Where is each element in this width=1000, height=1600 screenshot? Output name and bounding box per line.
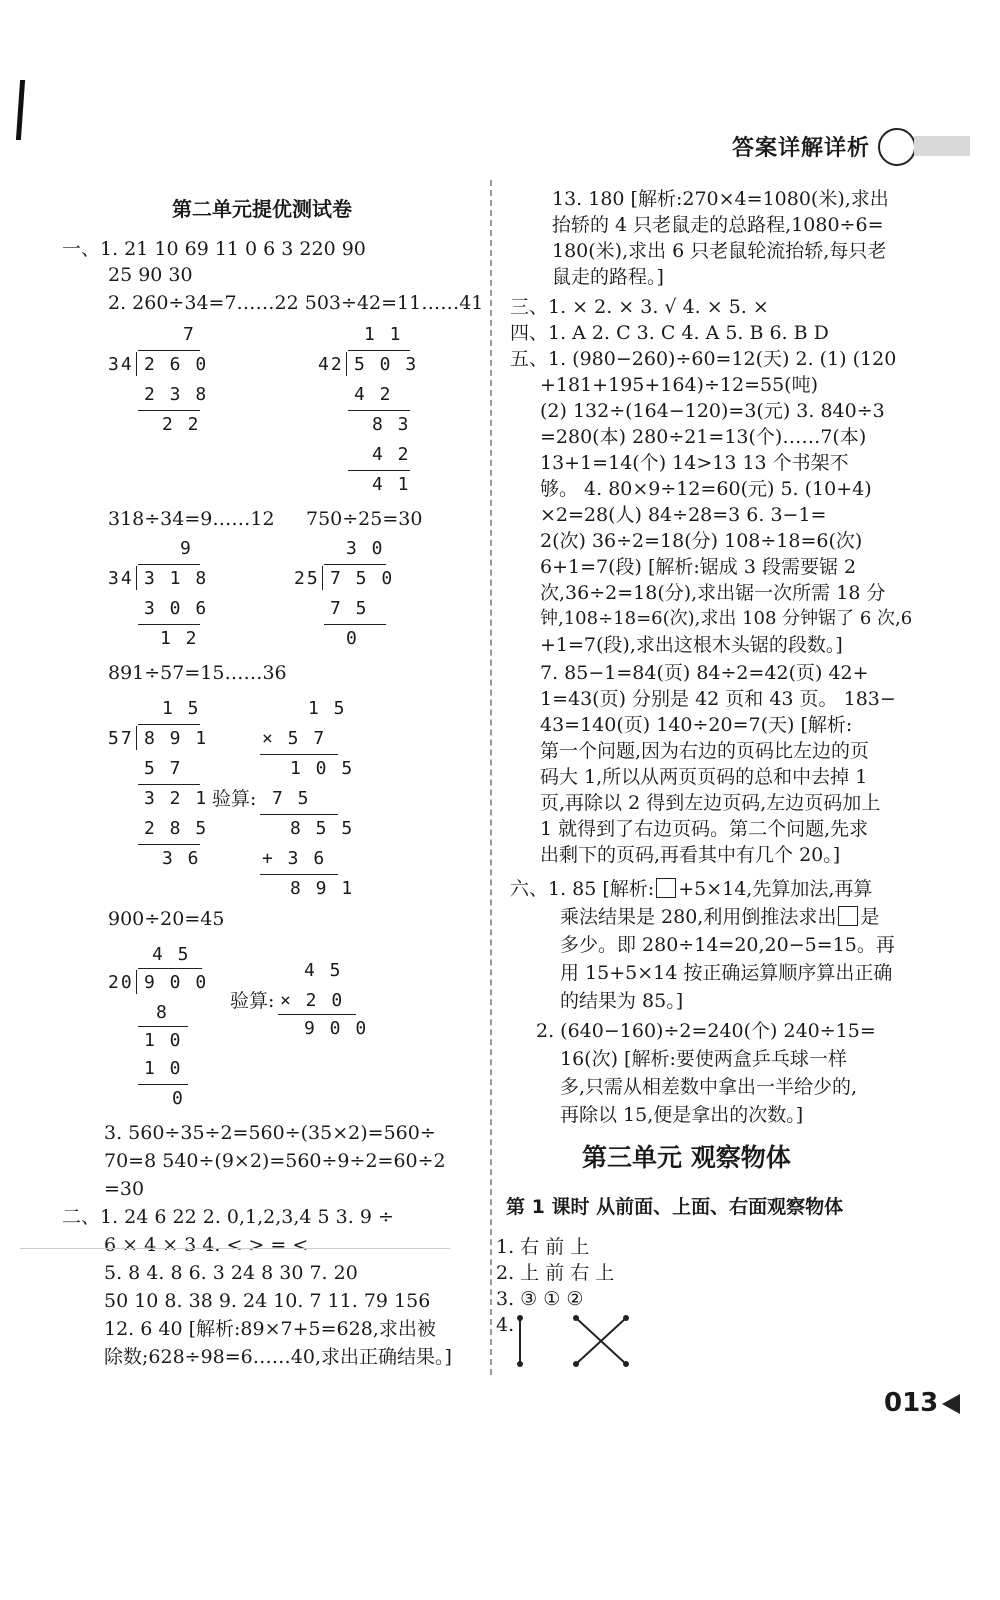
answer-line: 16(次) [解析:要使两盒乒乓球一样 bbox=[560, 1048, 847, 1070]
answer-line: 出剩下的页码,再看其中有几个 20。] bbox=[540, 844, 841, 866]
answer-line: 43=140(页) 140÷20=7(天) [解析: bbox=[540, 714, 853, 736]
answer-line: 7. 85−1=84(页) 84÷2=42(页) 42+ bbox=[540, 662, 869, 684]
answer-line: 12. 6 40 [解析:89×7+5=628,求出被 bbox=[104, 1318, 436, 1340]
left-section-title: 第二单元提优测试卷 bbox=[172, 197, 352, 221]
corner-bar bbox=[16, 80, 25, 140]
answer-line: 页,再除以 2 得到左边页码,左边页码加上 bbox=[540, 792, 881, 814]
answer-line: 2. 260÷34=7……22 503÷42=11……41 bbox=[108, 292, 484, 314]
answer-line: 三、1. × 2. × 3. √ 4. × 5. × bbox=[510, 296, 769, 318]
answer-line: 3. 560÷35÷2=560÷(35×2)=560÷ bbox=[104, 1122, 436, 1144]
smiley-icon bbox=[878, 128, 916, 166]
column-divider bbox=[490, 180, 492, 1375]
answer-line: 的结果为 85。] bbox=[560, 990, 684, 1012]
unit-title: 第三单元 观察物体 bbox=[582, 1143, 791, 1172]
answer-line: (2) 132÷(164−120)=3(元) 3. 840÷3 bbox=[540, 400, 885, 422]
answer-line: 二、1. 24 6 22 2. 0,1,2,3,4 5 3. 9 ÷ bbox=[62, 1206, 394, 1228]
answer-line: 900÷20=45 bbox=[108, 908, 225, 930]
answer-line: 318÷34=9……12 bbox=[108, 508, 275, 530]
answer-line: 13. 180 [解析:270×4=1080(米),求出 bbox=[552, 188, 889, 210]
answer-line: 抬轿的 4 只老鼠走的总路程,1080÷6= bbox=[552, 214, 884, 236]
answer-line: +1=7(段),求出这根木头锯的段数。] bbox=[540, 634, 843, 656]
answer-line: 够。 4. 80×9÷12=60(元) 5. (10+4) bbox=[540, 478, 872, 500]
answer-line: ×2=28(人) 84÷28=3 6. 3−1= bbox=[540, 504, 827, 526]
answer-line: 750÷25=30 bbox=[306, 508, 423, 530]
answer-line: 1. 右 前 上 bbox=[496, 1236, 590, 1258]
arrow-left-icon bbox=[940, 1392, 962, 1416]
answer-line: 2. (640−160)÷2=240(个) 240÷15= bbox=[536, 1020, 876, 1042]
answer-line: 钟,108÷18=6(次),求出 108 分钟锯了 6 次,6 bbox=[540, 608, 913, 629]
answer-line: 891÷57=15……36 bbox=[108, 662, 287, 684]
answer-line: 鼠走的路程。] bbox=[552, 266, 664, 288]
answer-line: 再除以 15,便是拿出的次数。] bbox=[560, 1104, 804, 1126]
answer-line: =280(本) 280÷21=13(个)……7(本) bbox=[540, 426, 867, 448]
answer-line: 2. 上 前 右 上 bbox=[496, 1262, 615, 1284]
answer-line: 2(次) 36÷2=18(分) 108÷18=6(次) bbox=[540, 530, 863, 552]
check-label: 验算: bbox=[212, 788, 257, 810]
answer-line: 6+1=7(段) [解析:锯成 3 段需要锯 2 bbox=[540, 556, 857, 578]
answer-line: 70=8 540÷(9×2)=560÷9÷2=60÷2 bbox=[104, 1150, 446, 1172]
answer-line: 除数;628÷98=6……40,求出正确结果。] bbox=[104, 1346, 452, 1368]
answer-line: 1=43(页) 分别是 42 页和 43 页。 183− bbox=[540, 688, 896, 710]
answer-line: 1 就得到了右边页码。第二个问题,先求 bbox=[540, 818, 869, 840]
answer-line: 六、1. 85 [解析: +5×14,先算加法,再算 bbox=[510, 878, 873, 900]
answer-line: 50 10 8. 38 9. 24 10. 7 11. 79 156 bbox=[104, 1290, 431, 1312]
answer-line: 4. bbox=[496, 1314, 515, 1336]
answer-line: 码大 1,所以从两页页码的总和中去掉 1 bbox=[540, 766, 868, 788]
page-number: 013 bbox=[884, 1388, 939, 1418]
answer-line: 次,36÷2=18(分),求出锯一次所需 18 分 bbox=[540, 582, 886, 604]
check-label: 验算: bbox=[230, 990, 275, 1012]
blank-box bbox=[838, 906, 858, 926]
footer-rule bbox=[20, 1248, 450, 1249]
header-band bbox=[914, 136, 970, 156]
answer-line: 多,只需从相差数中拿出一半给少的, bbox=[560, 1076, 858, 1098]
answer-line: 四、1. A 2. C 3. C 4. A 5. B 6. B D bbox=[510, 322, 829, 344]
answer-line: 用 15+5×14 按正确运算顺序算出正确 bbox=[560, 962, 893, 984]
answer-line: +181+195+164)÷12=55(吨) bbox=[540, 374, 818, 396]
answer-line: 6 × 4 × 3 4. < > = < bbox=[104, 1234, 309, 1256]
answer-line: 多少。即 280÷14=20,20−5=15。再 bbox=[560, 934, 895, 956]
header-title: 答案详解详析 bbox=[732, 136, 871, 161]
blank-box bbox=[656, 878, 676, 898]
answer-line: 五、1. (980−260)÷60=12(天) 2. (1) (120 bbox=[510, 348, 897, 370]
view-figure bbox=[510, 1312, 640, 1372]
answer-line: 25 90 30 bbox=[108, 264, 193, 286]
answer-line: 乘法结果是 280,利用倒推法求出 是 bbox=[560, 906, 880, 928]
answer-line: 5. 8 4. 8 6. 3 24 8 30 7. 20 bbox=[104, 1262, 358, 1284]
answer-line: 180(米),求出 6 只老鼠轮流抬轿,每只老 bbox=[552, 240, 887, 262]
lesson-title: 第 1 课时 从前面、上面、右面观察物体 bbox=[506, 1196, 844, 1218]
answer-line: =30 bbox=[104, 1178, 145, 1200]
answer-line: 一、1. 21 10 69 11 0 6 3 220 90 bbox=[62, 238, 366, 260]
answer-line: 第一个问题,因为右边的页码比左边的页 bbox=[540, 740, 870, 762]
answer-line: 13+1=14(个) 14>13 13 个书架不 bbox=[540, 452, 849, 474]
answer-line: 3. ③ ① ② bbox=[496, 1288, 584, 1310]
